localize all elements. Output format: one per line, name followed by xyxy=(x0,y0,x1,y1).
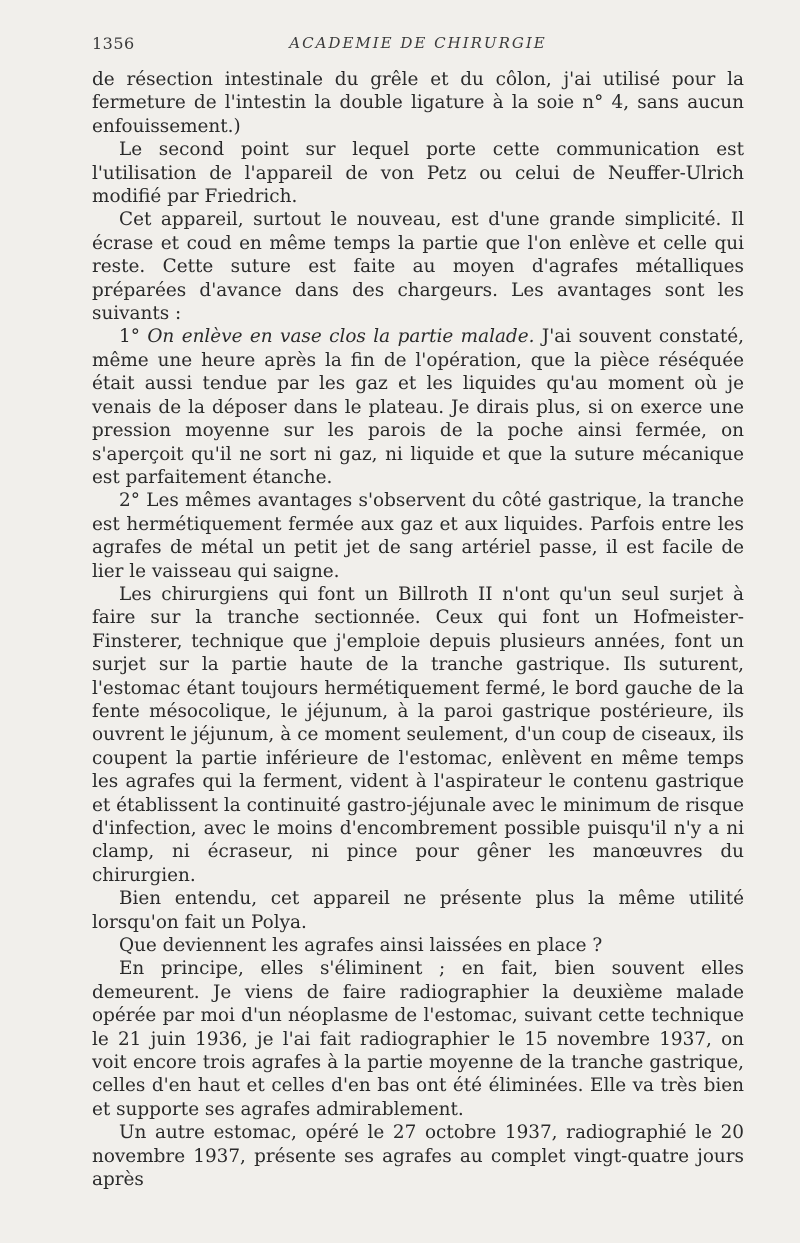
paragraph-7: Bien entendu, cet appareil ne présente plus la même utilité lorsqu'on fait un Polya. xyxy=(92,888,744,933)
paragraph-3: Cet appareil, surtout le nouveau, est d'une grande simplicité. Il écrase et coud en même temps la partie que l'on enlève et celle qui reste. Cette suture est faite au moyen d'agrafes métalliques préparées d'avance dans des chargeurs. Les avantages sont les suivants : xyxy=(92,209,744,325)
paragraph-8: Que deviennent les agrafes ainsi laissées en place ? xyxy=(119,935,603,957)
running-header xyxy=(92,34,744,58)
paragraph-5: 2° Les mêmes avantages s'observent du côté gastrique, la tranche est hermétiquement fermée aux gaz et aux liquides. Parfois entre les agrafes de métal un petit jet de sang artériel passe, il est facile de lier le vaisseau qui saigne. xyxy=(92,490,744,582)
paragraph-4-lead: 1° xyxy=(119,326,148,348)
paragraph-9: En principe, elles s'éliminent ; en fait, bien souvent elles demeurent. Je viens de faire radiographier la deuxième malade opérée par moi d'un néoplasme de l'estomac, suivant cette technique le 21 juin 1936, je l'ai fait radiographier le 15 novembre 1937, on voit encore trois agrafes à la partie moyenne de la tranche gastrique, celles d'en haut et celles d'en bas ont été éliminées. Elle va très bien et supporte ses agrafes admirablement. xyxy=(92,958,744,1120)
paragraph-10: Un autre estomac, opéré le 27 octobre 1937, radiographié le 20 novembre 1937, présente ses agrafes au complet vingt-quatre jours après xyxy=(92,1122,744,1191)
paragraph-1: de résection intestinale du grêle et du côlon, j'ai utilisé pour la fermeture de l'intestin la double ligature à la soie n° 4, sans aucun enfouissement.) xyxy=(92,69,744,137)
journal-title: ACADEMIE DE CHIRURGIE xyxy=(289,34,547,52)
paragraph-2: Le second point sur lequel porte cette communication est l'utilisation de l'appareil de von Petz ou celui de Neuffer-Ulrich modifié par Friedrich. xyxy=(92,139,744,208)
paragraph-4-text: J'ai souvent constaté, même une heure après la fin de l'opération, que la pièce réséquée était aussi tendue par les gaz et les liquides qu'au moment où je venais de la déposer dans le plateau. Je dirais plus, si on exerce une pression moyenne sur les parois de la poche ainsi fermée, on s'aperçoit qu'il ne sort ni gaz, ni liquide et que la suture mécanique est parfaitement étanche. xyxy=(92,326,744,488)
paragraph-4 xyxy=(92,325,744,489)
page-number: 1356 xyxy=(92,34,135,53)
paragraph-6: Les chirurgiens qui font un Billroth II n'ont qu'un seul surjet à faire sur la tranche sectionnée. Ceux qui font un Hofmeister-Finsterer, technique que j'emploie depuis plusieurs années, font un surjet sur la partie haute de la tranche gastrique. Ils suturent, l'estomac étant toujours hermétiquement fermé, le bord gauche de la fente mésocolique, le jéjunum, à la paroi gastrique postérieure, ils ouvrent le jéjunum, à ce moment seulement, d'un coup de ciseaux, ils coupent la partie inférieure de l'estomac, enlèvent en même temps les agrafes qui la ferment, vident à l'aspirateur le contenu gastrique et établissent la continuité gastro-jéjunale avec le minimum de risque d'infection, avec le moins d'encombrement possible puisqu'il n'y a ni clamp, ni écraseur, ni pince pour gêner les manœuvres du chirurgien. xyxy=(92,583,744,886)
paragraph-4-emphasis: On enlève en vase clos la partie malade. xyxy=(147,326,535,348)
body-text xyxy=(92,68,744,1192)
